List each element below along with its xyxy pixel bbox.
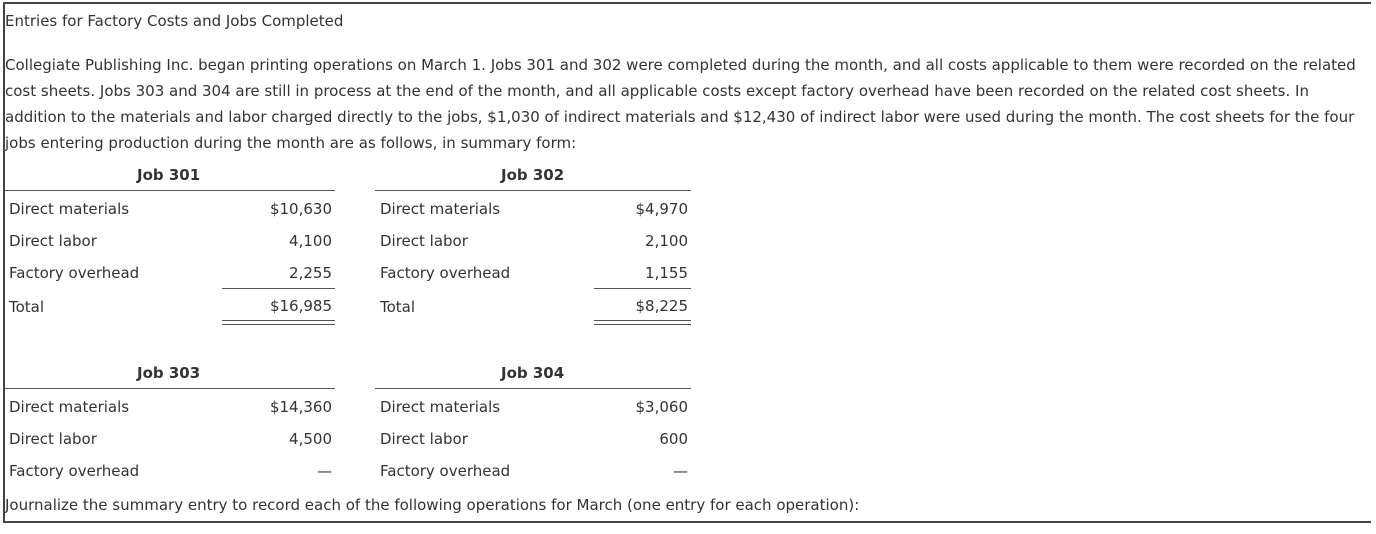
job-303-header: Job 303 [137, 364, 201, 382]
description-line: Collegiate Publishing Inc. began printing operations on March 1. Jobs 301 and 302 were completed during the month, and all costs applicable to them were recorded on the related [5, 56, 1356, 74]
header-rule [375, 388, 691, 389]
total-double-rule [594, 320, 691, 325]
total-label: Total [9, 298, 45, 316]
row-label: Direct materials [380, 200, 501, 218]
subtotal-rule [594, 288, 691, 289]
instruction-text: Journalize the summary entry to record each of the following operations for March (one entry for each operation): [5, 496, 860, 514]
description-line: cost sheets. Jobs 303 and 304 are still in process at the end of the month, and all applicable costs except factory overhead have been recorded on the related cost sheets. In [5, 82, 1309, 100]
description-line: jobs entering production during the month are as follows, in summary form: [5, 134, 577, 152]
row-label: Direct materials [9, 398, 130, 416]
row-label: Direct labor [380, 430, 468, 448]
total-value: $16,985 [269, 297, 332, 315]
row-label: Direct labor [9, 232, 97, 250]
description-line: addition to the materials and labor charged directly to the jobs, $1,030 of indirect materials and $12,430 of indirect labor were used during the month. The cost sheets for the four [5, 108, 1355, 126]
row-value: 1,155 [645, 264, 688, 282]
row-label: Factory overhead [380, 264, 511, 282]
problem-title: Entries for Factory Costs and Jobs Completed [5, 12, 344, 30]
problem-description [5, 52, 1371, 156]
total-label: Total [380, 298, 416, 316]
row-value: 4,100 [289, 232, 332, 250]
row-value: $4,970 [635, 200, 688, 218]
row-value: 4,500 [289, 430, 332, 448]
row-value: — [673, 462, 688, 480]
row-label: Direct labor [9, 430, 97, 448]
row-value: $14,360 [269, 398, 332, 416]
row-label: Direct materials [380, 398, 501, 416]
subtotal-rule [222, 288, 335, 289]
row-label: Direct labor [380, 232, 468, 250]
row-label: Factory overhead [9, 264, 140, 282]
job-302-header: Job 302 [501, 166, 565, 184]
total-double-rule [222, 320, 335, 325]
header-rule [5, 190, 335, 191]
row-label: Factory overhead [380, 462, 511, 480]
row-value: — [317, 462, 332, 480]
row-value: $10,630 [269, 200, 332, 218]
row-label: Factory overhead [9, 462, 140, 480]
job-304-header: Job 304 [501, 364, 565, 382]
row-value: 2,100 [645, 232, 688, 250]
header-rule [375, 190, 691, 191]
header-rule [5, 388, 335, 389]
row-value: 600 [659, 430, 688, 448]
row-value: $3,060 [635, 398, 688, 416]
row-value: 2,255 [289, 264, 332, 282]
row-label: Direct materials [9, 200, 130, 218]
job-301-header: Job 301 [137, 166, 201, 184]
total-value: $8,225 [635, 297, 688, 315]
